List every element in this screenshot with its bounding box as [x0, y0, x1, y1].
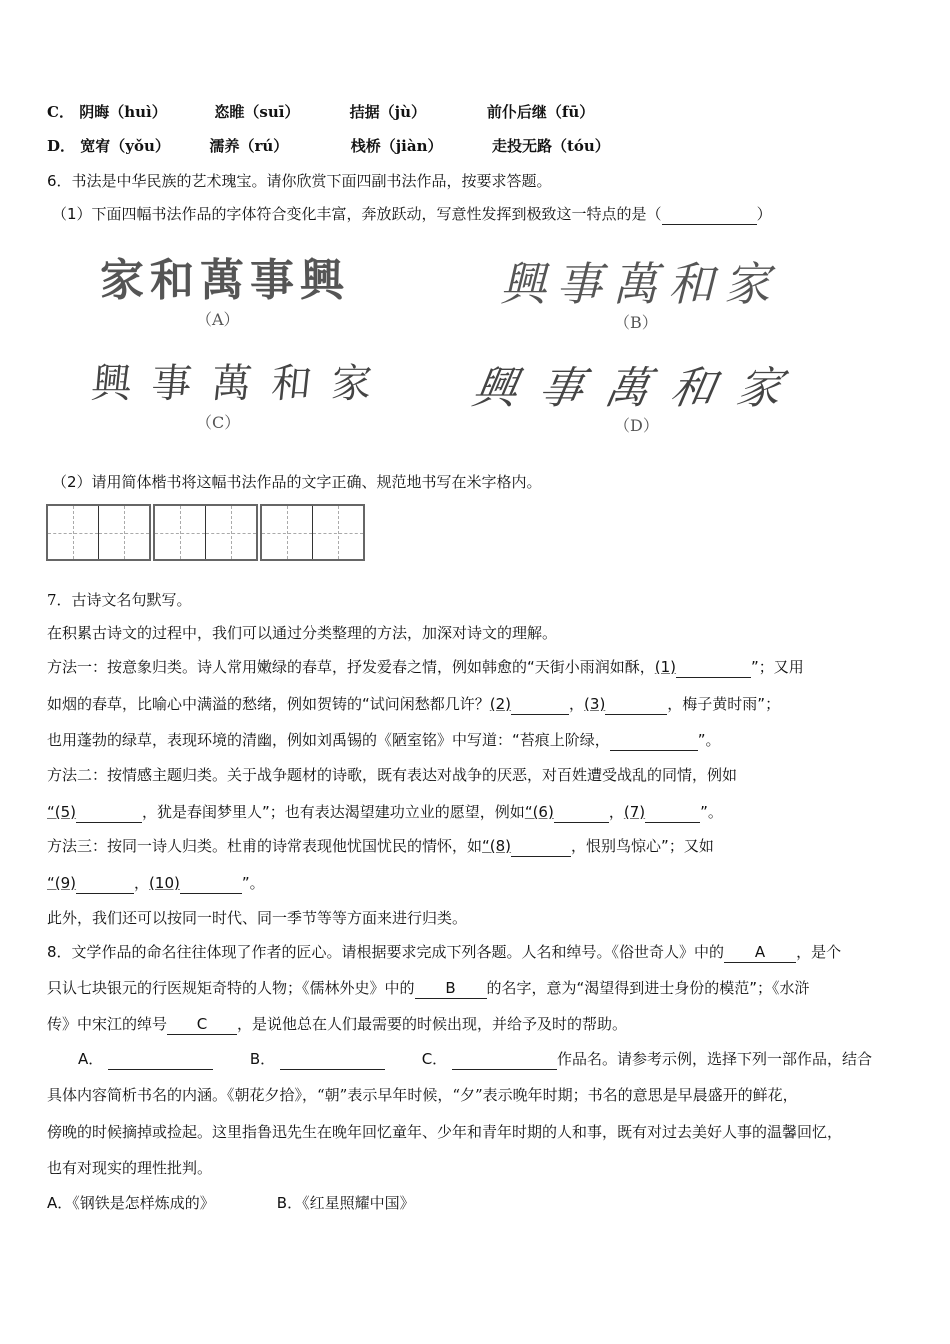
- option-item: 宽宥（yǒu）: [80, 137, 170, 155]
- q7-line7: “(9) ，(10) ”。: [47, 874, 265, 892]
- q8-line1: [47, 942, 841, 963]
- calligraphy-a-label: （A）: [196, 310, 240, 329]
- mizi-grid[interactable]: [46, 504, 365, 561]
- grid-group: [153, 504, 258, 561]
- answer-field-b[interactable]: [280, 1049, 385, 1070]
- option-item: 阴晦（huì）: [79, 103, 167, 121]
- q5-option-c: [47, 102, 594, 122]
- choice-a: A．《钢铁是怎样炼成的》: [47, 1194, 215, 1212]
- q8-line3: [47, 1014, 627, 1035]
- text: 方法一：按意象归类。诗人常用嫩绿的春草，抒发爱春之情，例如韩愈的“天街小雨润如酥，: [47, 658, 655, 676]
- text: ，是说他总在人们最需要的时候出现，并给予及时的帮助。: [237, 1015, 628, 1033]
- blank-label: “(6): [524, 803, 554, 821]
- option-item: 前仆后继（fū）: [486, 103, 595, 121]
- q8-line2: [47, 978, 810, 999]
- blank-label: (10): [149, 874, 180, 892]
- text: ”。: [697, 731, 721, 749]
- option-item: 走投无路（tóu）: [491, 137, 610, 155]
- answer-blank[interactable]: [76, 873, 134, 894]
- answer-blank[interactable]: [610, 730, 698, 751]
- answer-blank-a[interactable]: A: [724, 942, 796, 963]
- answer-blank[interactable]: [662, 204, 757, 225]
- text: ，是个: [796, 943, 842, 961]
- answer-blank[interactable]: [511, 694, 569, 715]
- grid-cell[interactable]: [98, 506, 149, 559]
- blank-label: “(8): [482, 837, 512, 855]
- answer-blank[interactable]: [180, 873, 242, 894]
- grid-cell[interactable]: [262, 506, 312, 559]
- q8-line4: [78, 1049, 872, 1070]
- grid-cell[interactable]: [48, 506, 98, 559]
- answer-blank-c[interactable]: C: [167, 1014, 237, 1035]
- text: ，犹是春闺梦里人”；也有表达渴望建功立业的愿望，例如: [142, 803, 525, 821]
- answer-blank[interactable]: [676, 657, 751, 678]
- text: 作品名。请参考示例，选择下列一部作品，结合: [556, 1050, 872, 1068]
- blank-label: (3): [584, 695, 606, 713]
- text: 8．文学作品的命名往往体现了作者的匠心。请根据要求完成下列各题。人名和绰号。《俗世奇人》中的: [47, 943, 725, 961]
- text: 如烟的春草，比喻心中满溢的愁绪，例如贺铸的“试问闲愁都几许？: [47, 695, 490, 713]
- text: 也用蓬勃的绿草，表现环境的清幽，例如刘禹锡的《陋室铭》中写道：“苔痕上阶绿，: [47, 731, 610, 749]
- blank-label: (7): [623, 803, 646, 821]
- q8-line6: 傍晚的时候摘掉或捡起。这里指鲁迅先生在晚年回忆童年、少年和青年时期的人和事，既有对过去美好人事的温馨回忆，: [47, 1123, 843, 1141]
- answer-blank[interactable]: [511, 836, 571, 857]
- q7-line3: [47, 730, 721, 751]
- q6-part1: [52, 204, 772, 225]
- q6-part2: （2）请用简体楷书将这幅书法作品的文字正确、规范地书写在米字格内。: [52, 473, 542, 491]
- blank-label: “(5): [47, 803, 77, 821]
- text: ”。: [241, 874, 265, 892]
- grid-group: [260, 504, 365, 561]
- text: 方法三：按同一诗人归类。杜甫的诗常表现他忧国忧民的情怀，如: [47, 837, 483, 855]
- answer-label: C．: [421, 1050, 448, 1068]
- grid-group: [46, 504, 151, 561]
- q7-line4: 方法二：按情感主题归类。关于战争题材的诗歌，既有表达对战争的厌恶，对百姓遭受战乱的同情，例如: [47, 766, 738, 784]
- answer-blank-b[interactable]: B: [415, 978, 487, 999]
- answer-blank[interactable]: [645, 802, 700, 823]
- calligraphy-c-label: （C）: [196, 413, 241, 432]
- option-label: D．: [47, 137, 76, 155]
- calligraphy-c: 興事萬和家: [89, 361, 395, 407]
- text: ”。: [700, 803, 723, 821]
- q8-line5: 具体内容简析书名的内涵。《朝花夕拾》，“朝”表示早年时候，“夕”表示晚年时期；书名的意思是早晨盛开的鲜花，: [47, 1086, 798, 1104]
- answer-blank[interactable]: [605, 694, 667, 715]
- q7-stem: 7．古诗文名句默写。: [47, 591, 192, 609]
- q7-line5: “(5) ，犹是春闺梦里人”；也有表达渴望建功立业的愿望，例如“(6) ，(7) ”。: [47, 803, 723, 821]
- option-item: 濡养（rú）: [209, 137, 289, 155]
- grid-cell[interactable]: [205, 506, 256, 559]
- q7-intro: 在积累古诗文的过程中，我们可以通过分类整理的方法，加深对诗文的理解。: [47, 624, 558, 642]
- q7-line6: [47, 836, 714, 857]
- calligraphy-d-label: （D）: [614, 416, 659, 435]
- answer-label: B．: [249, 1050, 276, 1068]
- answer-blank[interactable]: [554, 802, 609, 823]
- calligraphy-b-label: （B）: [614, 313, 658, 332]
- answer-label: A．: [78, 1050, 104, 1068]
- q5-option-d: [47, 136, 610, 156]
- choice-b: B．《红星照耀中国》: [276, 1194, 415, 1212]
- option-item: 栈桥（jiàn）: [350, 137, 443, 155]
- blank-label: “(9): [47, 874, 77, 892]
- q8-choices: [47, 1193, 415, 1213]
- q6-part1-text: （1）下面四幅书法作品的字体符合变化丰富，奔放跃动，写意性发挥到极致这一特点的是（: [52, 205, 662, 223]
- option-item: 恣睢（suī）: [214, 103, 300, 121]
- q8-line7: 也有对现实的理性批判。: [47, 1159, 213, 1177]
- q7-line1: [47, 657, 804, 678]
- q6-part1-end: ）: [756, 205, 772, 223]
- option-item: 拮据（jù）: [349, 103, 426, 121]
- blank-label: (1): [654, 658, 677, 676]
- q7-line2: 如烟的春草，比喻心中满溢的愁绪，例如贺铸的“试问闲愁都几许？(2) ，(3) ，梅子黄时雨”；: [47, 695, 781, 713]
- calligraphy-a: 家和萬事興: [100, 255, 350, 306]
- text: ，恨别鸟惊心”；又如: [571, 837, 714, 855]
- blank-label: (2): [489, 695, 512, 713]
- text: 传》中宋江的绰号: [47, 1015, 168, 1033]
- text: 的名字，意为“渴望得到进士身份的模范”；《水浒: [486, 979, 810, 997]
- grid-cell[interactable]: [155, 506, 205, 559]
- calligraphy-d: 興事萬和家: [468, 363, 808, 414]
- text: ，梅子黄时雨”；: [667, 695, 781, 713]
- calligraphy-b: 興事萬和家: [500, 257, 780, 311]
- answer-field-c[interactable]: [452, 1049, 557, 1070]
- answer-field-a[interactable]: [108, 1049, 213, 1070]
- text: ”；又用: [751, 658, 804, 676]
- q7-line8: 此外，我们还可以按同一时代、同一季节等等方面来进行归类。: [47, 909, 468, 927]
- q6-stem: 6．书法是中华民族的艺术瑰宝。请你欣赏下面四副书法作品，按要求答题。: [47, 172, 552, 190]
- grid-cell[interactable]: [312, 506, 363, 559]
- option-label: C．: [47, 103, 74, 121]
- text: 只认七块银元的行医规矩奇特的人物；《儒林外史》中的: [47, 979, 415, 997]
- answer-blank[interactable]: [76, 802, 142, 823]
